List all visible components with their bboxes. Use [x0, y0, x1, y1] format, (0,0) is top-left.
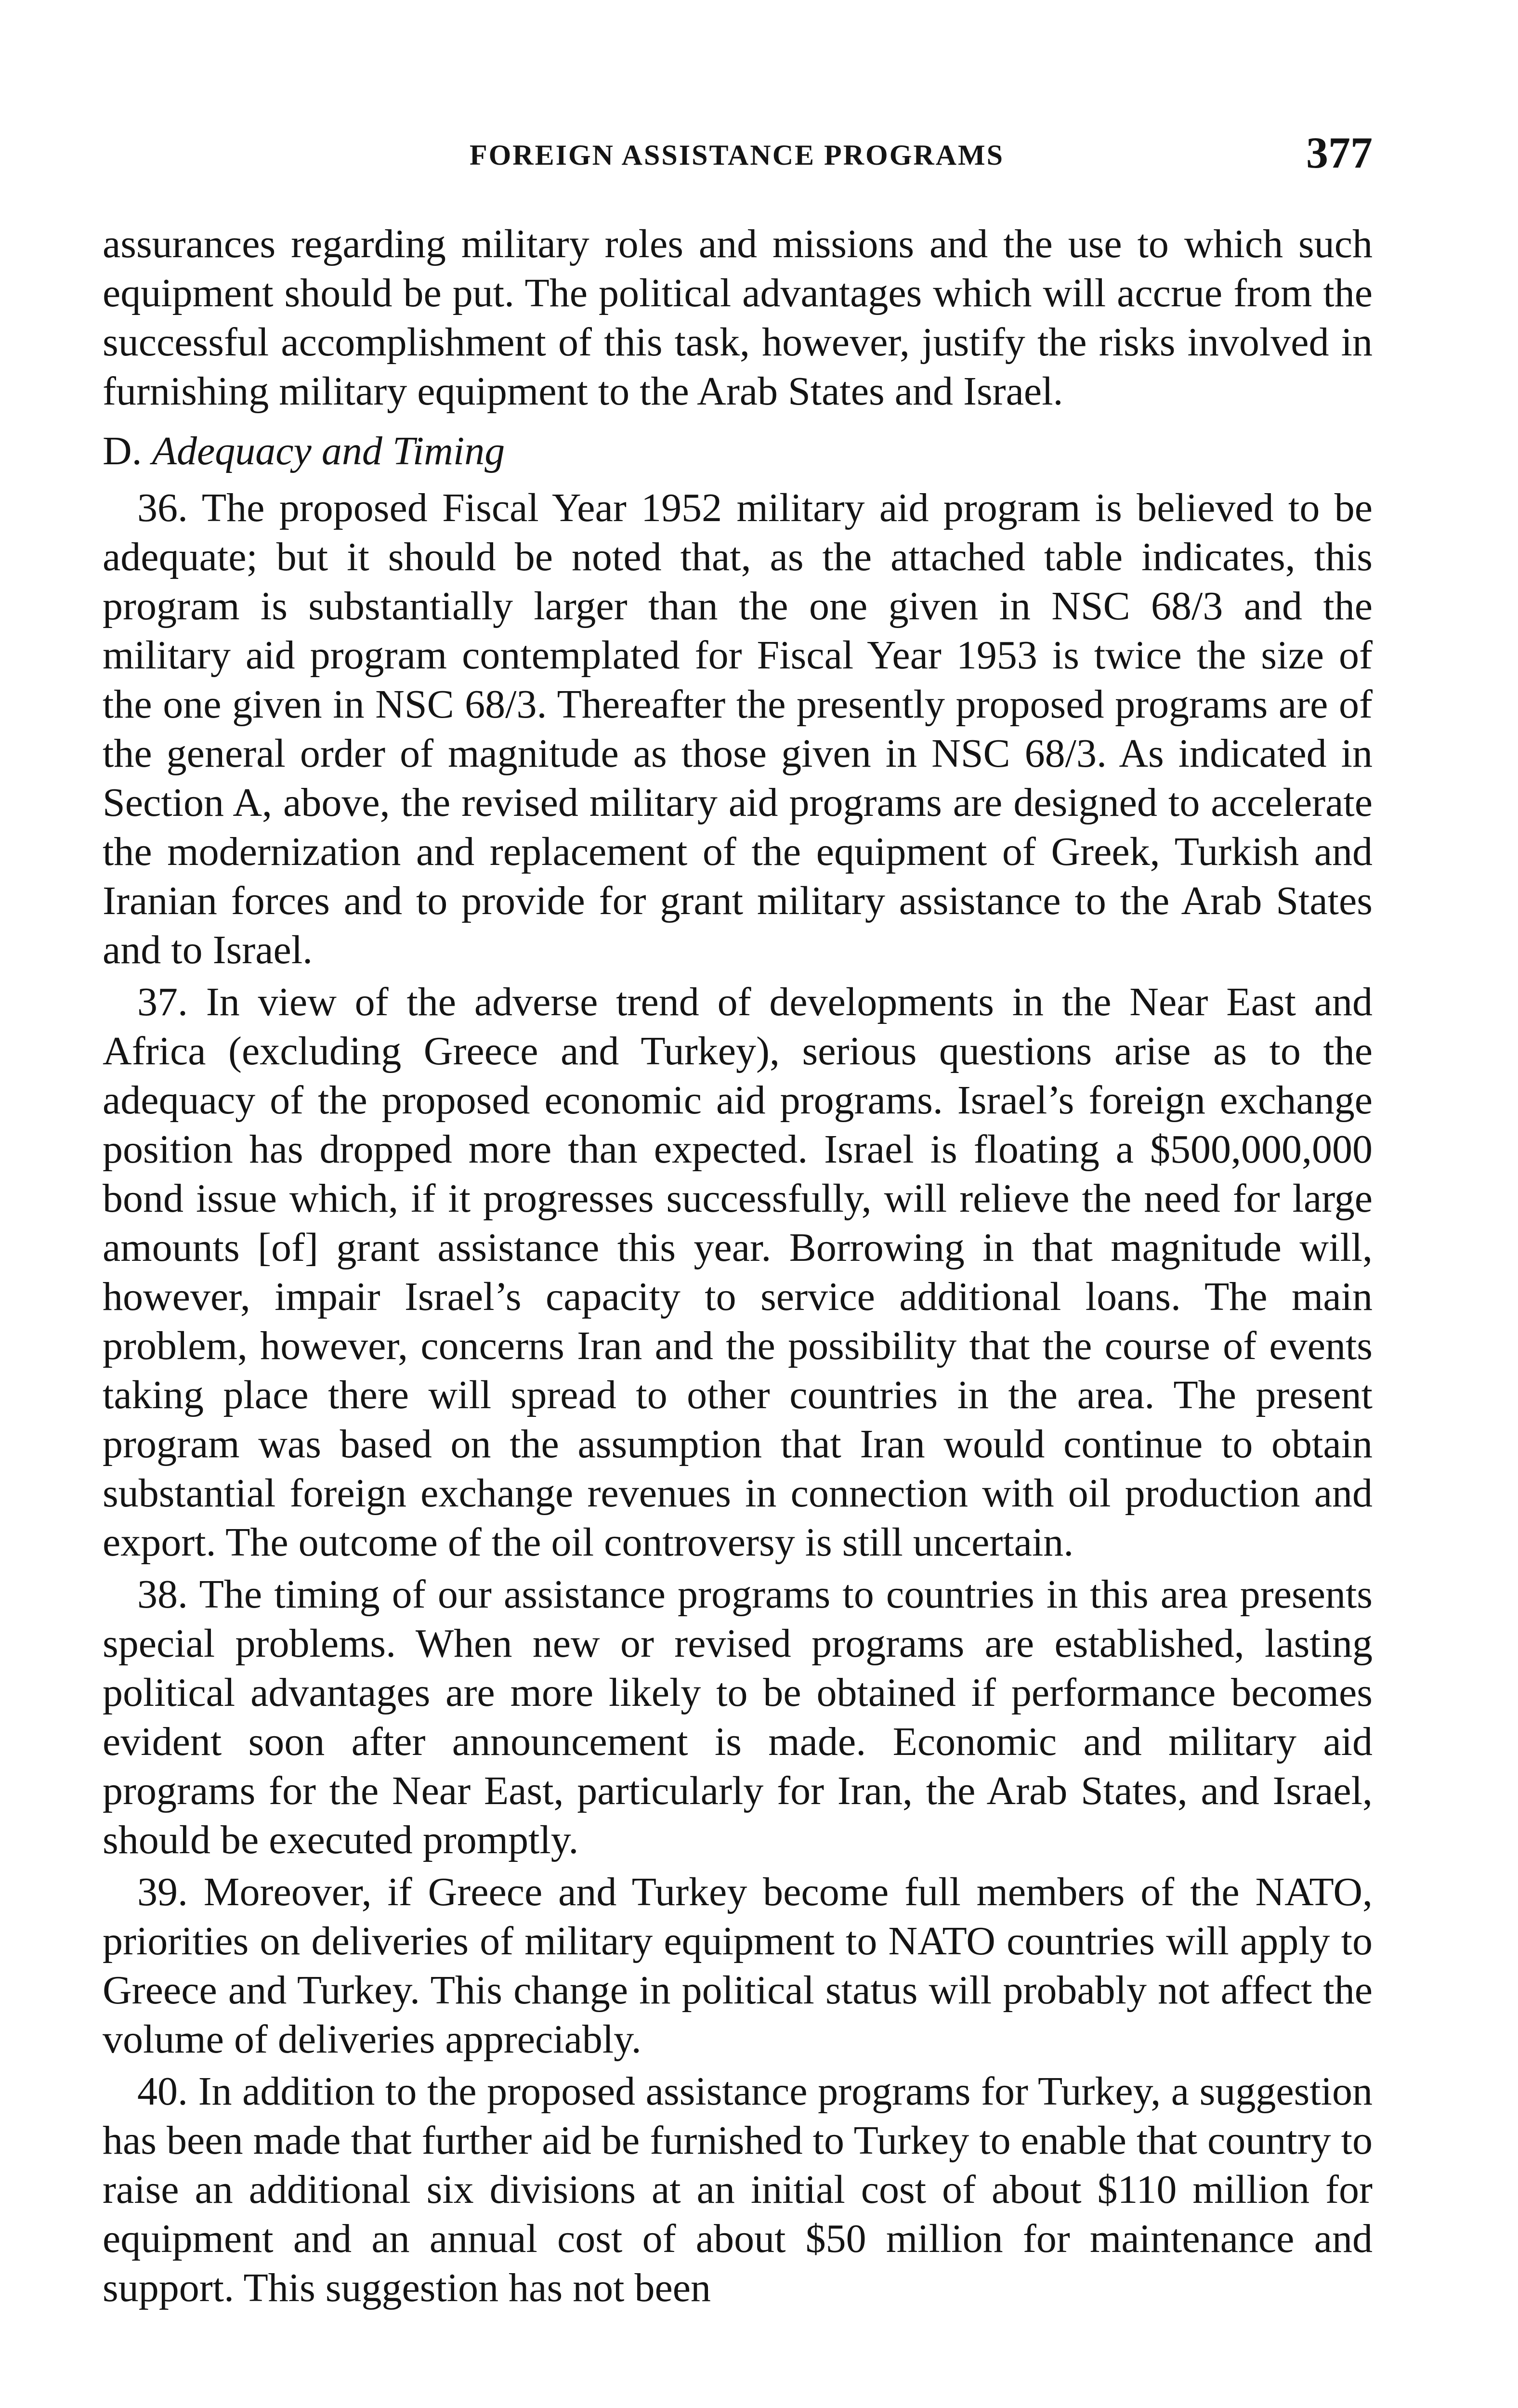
paragraph-39: 39. Moreover, if Greece and Turkey become full members of the NATO, priorities on deliveries of military equipment to NATO countries will apply to Greece and Turkey. This change in political status will probably not affect the volume of deliveries appreciably. [103, 1870, 1373, 2062]
section-letter: D. [103, 429, 142, 473]
body-text [103, 220, 1373, 2316]
paragraph-37: 37. In view of the adverse trend of developments in the Near East and Africa (excluding Greece and Turkey), serious questions arise as to the adequacy of the proposed economic aid programs. Israel’s foreign exchange position has dropped more than expected. Israel is floating a $500,000,000 bond issue which, if it progresses successfully, will relieve the need for large amounts [of] grant assistance this year. Borrowing in that magnitude will, however, impair Israel’s capacity to service additional loans. The main problem, however, concerns Iran and the possibility that the course of events taking place there will spread to other countries in the area. The present program was based on the assumption that Iran would continue to obtain substantial foreign exchange revenues in connection with oil production and export. The outcome of the oil controversy is still uncertain. [103, 980, 1373, 1565]
paragraph-36: 36. The proposed Fiscal Year 1952 military aid program is believed to be adequate; but it should be noted that, as the attached table indicates, this program is substantially larger than the one given in NSC 68/3 and the military aid program contemplated for Fiscal Year 1953 is twice the size of the one given in NSC 68/3. Thereafter the presently proposed programs are of the general order of magnitude as those given in NSC 68/3. As indicated in Section A, above, the revised military aid programs are designed to accelerate the modernization and replacement of the equipment of Greek, Turkish and Iranian forces and to provide for grant military assistance to the Arab States and to Israel. [103, 485, 1373, 972]
section-heading [103, 427, 1373, 476]
page-number: 377 [1306, 128, 1373, 177]
paragraph-40: 40. In addition to the proposed assistance programs for Turkey, a suggestion has been made that further aid be furnished to Turkey to enable that country to raise an additional six divisions at an initial cost of about $110 million for equipment and an annual cost of about $50 million for maintenance and support. This suggestion has not been [103, 2069, 1373, 2310]
running-title: FOREIGN ASSISTANCE PROGRAMS [469, 139, 1005, 171]
section-title: Adequacy and Timing [152, 429, 505, 473]
paragraph-38: 38. The timing of our assistance programs to countries in this area presents special problems. When new or revised programs are established, lasting political advantages are more likely to be obtained if performance becomes evident soon after announcement is made. Economic and military aid programs for the Near East, particularly for Iran, the Arab States, and Israel, should be executed promptly. [103, 1572, 1373, 1862]
running-header [101, 130, 1373, 188]
paragraph-continued: assurances regarding military roles and missions and the use to which such equipment should be put. The political advantages which will accrue from the successful accomplishment of this task, however, justify the risks involved in furnishing military equipment to the Arab States and Israel. [103, 222, 1373, 414]
